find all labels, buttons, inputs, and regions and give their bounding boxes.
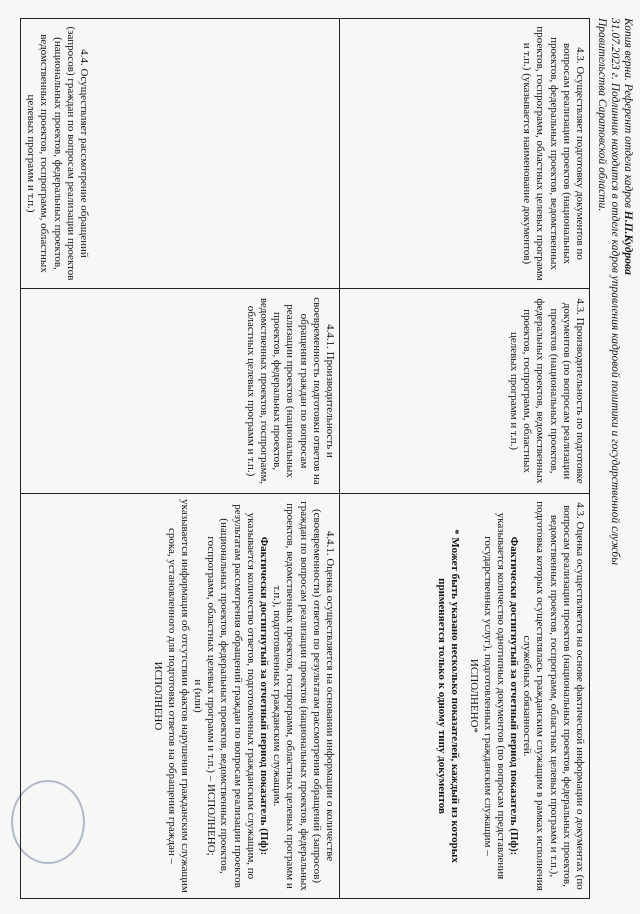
assessment-indicator-label: Фактически достигнутый за отчетный период показатель (Пф): [507,536,520,856]
assessment-cell [340,494,590,899]
assessment-cell [21,494,340,899]
assessment-text: 4.4.1. Оценка осуществляется на основании информации о количестве (своевременности) ответов по результатам рассмотрения обращений (запросов) граждан по вопросам реализации проектов (национальных проектов, федеральных проектов, ведомственных проектов, госпрограмм, областных целевых программ и т.п.), подготовленных гражданским служащим. [271,501,336,891]
assessment-indicator-label: Фактически достигнутый за отчетный период показатель (Пф): [257,536,270,856]
certification-line-3: Правительства Саратовской области. [596,18,608,212]
indicator-cell: 4.3. Производительность по подготовке документов (по вопросам реализации проектов (национальных проектов, федеральных проектов, ведомственных проектов, госпрограмм, областных целевых программ и т.п.) [340,289,590,494]
certification-note [595,18,634,898]
table-row [21,19,340,899]
assessment-footnote: * Может быть указано несколько показателей, каждый из которых применяется только к одному типу документов [435,529,462,863]
criteria-table [20,18,590,899]
duty-cell: 4.3. Осуществляет подготовку документов по вопросам реализации проектов (национальных проектов, федеральных проектов, ведомственных проектов, госпрограмм, областных целевых программ и т.п.) (указывается наименование документов) [340,19,590,289]
assessment-indicator-text: указывается количество однотипных документов (по вопросам представления государственных услуг), подготовленных гражданским служащим – ИСПОЛНЕНО* [468,512,507,880]
table-row [340,19,590,899]
certification-line-2: 31.07.2023 г. Подлинник находится в отделе кадров управления кадровой политики и государственной службы [609,18,621,565]
indicator-cell: 4.4.1. Производительность и своевременность подготовки ответов на обращения граждан по вопросам реализации проектов (национальных проектов, федеральных проектов, ведомственных проектов, госпрограмм, областных целевых программ и т.п.) [21,289,340,494]
assessment-text: 4.3. Оценка осуществляется на основе фактической информации о документах (по вопросам реализации проектов (национальных проектов, федеральных проектов, ведомственных проектов, госпрограмм, областных целевых программ и т.п.), подготовка которых осуществлялась гражданским служащим в рамках исполнения служебных обязанностей. [521,501,586,891]
assessment-final-text: указывается информация об отсутствии фактов нарушения гражданским служащим срока, установленного для подготовки ответов на обращения граждан – ИСПОЛНЕНО [152,499,191,893]
certification-line-1: Копия верна. Референт отдела кадров Н.П.Кудрова [622,18,634,275]
assessment-or: и (или) [191,679,204,713]
certifier-name: Н.П.Кудрова [622,210,634,275]
duty-cell: 4.4. Осуществляет рассмотрение обращений (запросов) граждан по вопросам реализации проектов (национальных проектов, федеральных проектов, ведомственных проектов, госпрограмм, областных целевых программ и т.п.) [21,19,340,289]
assessment-indicator-text: указывается количество ответов, подготовленных гражданским служащим, по результатам рассмотрения обращений граждан по вопросам реализации проектов (национальных проектов, федеральных проектов, ведомственных проектов, госпрограмм, областных целевых программ и т.п.) – ИСПОЛНЕНО; [205,504,257,888]
